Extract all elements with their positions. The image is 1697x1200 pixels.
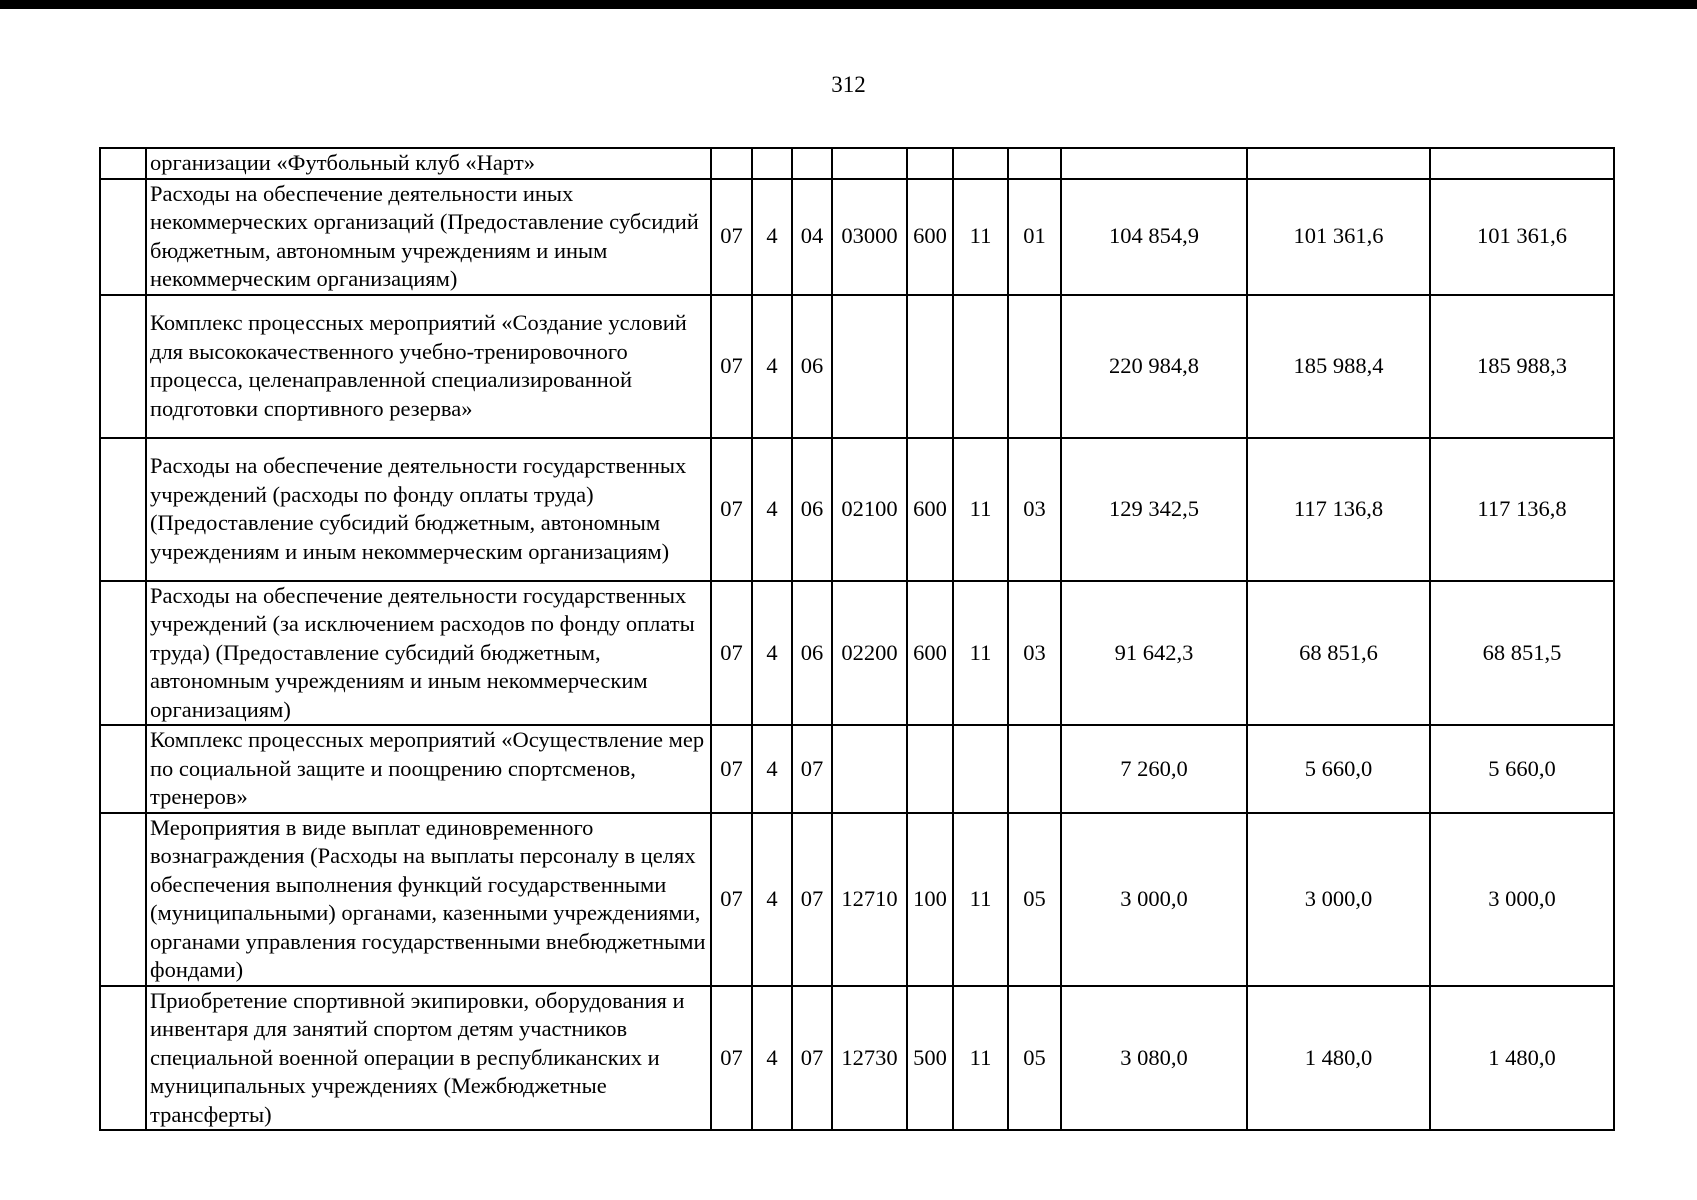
table-row — [100, 581, 1614, 726]
table-row — [100, 179, 1614, 295]
amount-3: 3 000,0 — [1430, 813, 1614, 986]
amount-2: 101 361,6 — [1247, 179, 1430, 295]
table-row — [100, 438, 1614, 581]
code-subsection — [1008, 725, 1061, 813]
code-section: 07 — [711, 179, 752, 295]
amount-1: 3 080,0 — [1061, 986, 1247, 1131]
row-number-cell — [100, 986, 146, 1131]
row-name: Расходы на обеспечение деятельности государственных учреждений (расходы по фонду оплаты труда) (Предоставление субсидий бюджетным, автономным учреждениям и иным некоммерческим организациям) — [146, 438, 711, 581]
row-number-cell — [100, 581, 146, 726]
table-row — [100, 295, 1614, 438]
code-chapter — [953, 725, 1008, 813]
code-subsection: 03 — [1008, 438, 1061, 581]
code-subprogram: 07 — [792, 725, 832, 813]
code-chapter: 11 — [953, 986, 1008, 1131]
code-expense-type — [907, 725, 953, 813]
row-name: организации «Футбольный клуб «Нарт» — [146, 148, 711, 179]
code-subsection: 01 — [1008, 179, 1061, 295]
amount-1: 104 854,9 — [1061, 179, 1247, 295]
code-direction: 03000 — [832, 179, 907, 295]
amount-2: 68 851,6 — [1247, 581, 1430, 726]
code-chapter: 11 — [953, 581, 1008, 726]
row-number-cell — [100, 813, 146, 986]
row-number-cell — [100, 725, 146, 813]
row-name: Приобретение спортивной экипировки, оборудования и инвентаря для занятий спортом детям участников специальной военной операции в республиканских и муниципальных учреждениях (Межбюджетные трансферты) — [146, 986, 711, 1131]
amount-3: 101 361,6 — [1430, 179, 1614, 295]
code-chapter: 11 — [953, 179, 1008, 295]
amount-2: 185 988,4 — [1247, 295, 1430, 438]
page-number: 312 — [831, 72, 866, 97]
code-section: 07 — [711, 725, 752, 813]
code-subprogram: 04 — [792, 179, 832, 295]
code-subprogram: 06 — [792, 438, 832, 581]
code-section: 07 — [711, 295, 752, 438]
amount-3: 68 851,5 — [1430, 581, 1614, 726]
table-row — [100, 986, 1614, 1131]
code-program — [752, 148, 792, 179]
code-program: 4 — [752, 986, 792, 1131]
code-subsection — [1008, 295, 1061, 438]
amount-2 — [1247, 148, 1430, 179]
row-number-cell — [100, 179, 146, 295]
row-name: Расходы на обеспечение деятельности иных некоммерческих организаций (Предоставление субсидий бюджетным, автономным учреждениям и иным некоммерческим организациям) — [146, 179, 711, 295]
code-subprogram: 07 — [792, 813, 832, 986]
code-direction: 12710 — [832, 813, 907, 986]
code-expense-type: 600 — [907, 179, 953, 295]
code-section: 07 — [711, 581, 752, 726]
code-subsection: 05 — [1008, 813, 1061, 986]
code-section: 07 — [711, 813, 752, 986]
code-program: 4 — [752, 179, 792, 295]
amount-1: 91 642,3 — [1061, 581, 1247, 726]
amount-2: 117 136,8 — [1247, 438, 1430, 581]
code-chapter: 11 — [953, 813, 1008, 986]
amount-3 — [1430, 148, 1614, 179]
code-direction — [832, 148, 907, 179]
budget-table — [99, 147, 1615, 1131]
code-expense-type: 500 — [907, 986, 953, 1131]
code-subsection: 03 — [1008, 581, 1061, 726]
amount-1 — [1061, 148, 1247, 179]
row-name: Мероприятия в виде выплат единовременного вознаграждения (Расходы на выплаты персоналу в целях обеспечения выполнения функций государственными (муниципальными) органами, казенными учреждениями, органами управления государственными внебюджетными фондами) — [146, 813, 711, 986]
code-subprogram: 07 — [792, 986, 832, 1131]
row-name: Комплекс процессных мероприятий «Создание условий для высококачественного учебно-тренировочного процесса, целенаправленной специализированной подготовки спортивного резерва» — [146, 295, 711, 438]
row-number-cell — [100, 148, 146, 179]
code-program: 4 — [752, 295, 792, 438]
row-name: Расходы на обеспечение деятельности государственных учреждений (за исключением расходов по фонду оплаты труда) (Предоставление субсидий бюджетным, автономным учреждениям и иным некоммерческим организациям) — [146, 581, 711, 726]
code-program: 4 — [752, 725, 792, 813]
table-body — [100, 148, 1614, 1130]
code-expense-type — [907, 148, 953, 179]
code-chapter — [953, 148, 1008, 179]
code-direction: 02100 — [832, 438, 907, 581]
code-program: 4 — [752, 438, 792, 581]
code-section — [711, 148, 752, 179]
code-subprogram: 06 — [792, 295, 832, 438]
table-row — [100, 813, 1614, 986]
code-chapter: 11 — [953, 438, 1008, 581]
code-program: 4 — [752, 581, 792, 726]
code-direction: 12730 — [832, 986, 907, 1131]
amount-1: 7 260,0 — [1061, 725, 1247, 813]
code-expense-type: 100 — [907, 813, 953, 986]
amount-1: 129 342,5 — [1061, 438, 1247, 581]
row-number-cell — [100, 295, 146, 438]
code-subprogram — [792, 148, 832, 179]
table-row — [100, 725, 1614, 813]
code-direction: 02200 — [832, 581, 907, 726]
code-chapter — [953, 295, 1008, 438]
code-section: 07 — [711, 986, 752, 1131]
amount-3: 1 480,0 — [1430, 986, 1614, 1131]
code-expense-type: 600 — [907, 438, 953, 581]
code-subprogram: 06 — [792, 581, 832, 726]
code-expense-type — [907, 295, 953, 438]
code-direction — [832, 295, 907, 438]
code-program: 4 — [752, 813, 792, 986]
amount-3: 185 988,3 — [1430, 295, 1614, 438]
code-subsection: 05 — [1008, 986, 1061, 1131]
amount-3: 5 660,0 — [1430, 725, 1614, 813]
amount-1: 220 984,8 — [1061, 295, 1247, 438]
row-number-cell — [100, 438, 146, 581]
code-direction — [832, 725, 907, 813]
row-name: Комплекс процессных мероприятий «Осуществление мер по социальной защите и поощрению спортсменов, тренеров» — [146, 725, 711, 813]
scan-top-border — [0, 0, 1697, 9]
amount-2: 1 480,0 — [1247, 986, 1430, 1131]
amount-2: 3 000,0 — [1247, 813, 1430, 986]
code-expense-type: 600 — [907, 581, 953, 726]
amount-3: 117 136,8 — [1430, 438, 1614, 581]
amount-2: 5 660,0 — [1247, 725, 1430, 813]
amount-1: 3 000,0 — [1061, 813, 1247, 986]
code-subsection — [1008, 148, 1061, 179]
code-section: 07 — [711, 438, 752, 581]
table-row — [100, 148, 1614, 179]
